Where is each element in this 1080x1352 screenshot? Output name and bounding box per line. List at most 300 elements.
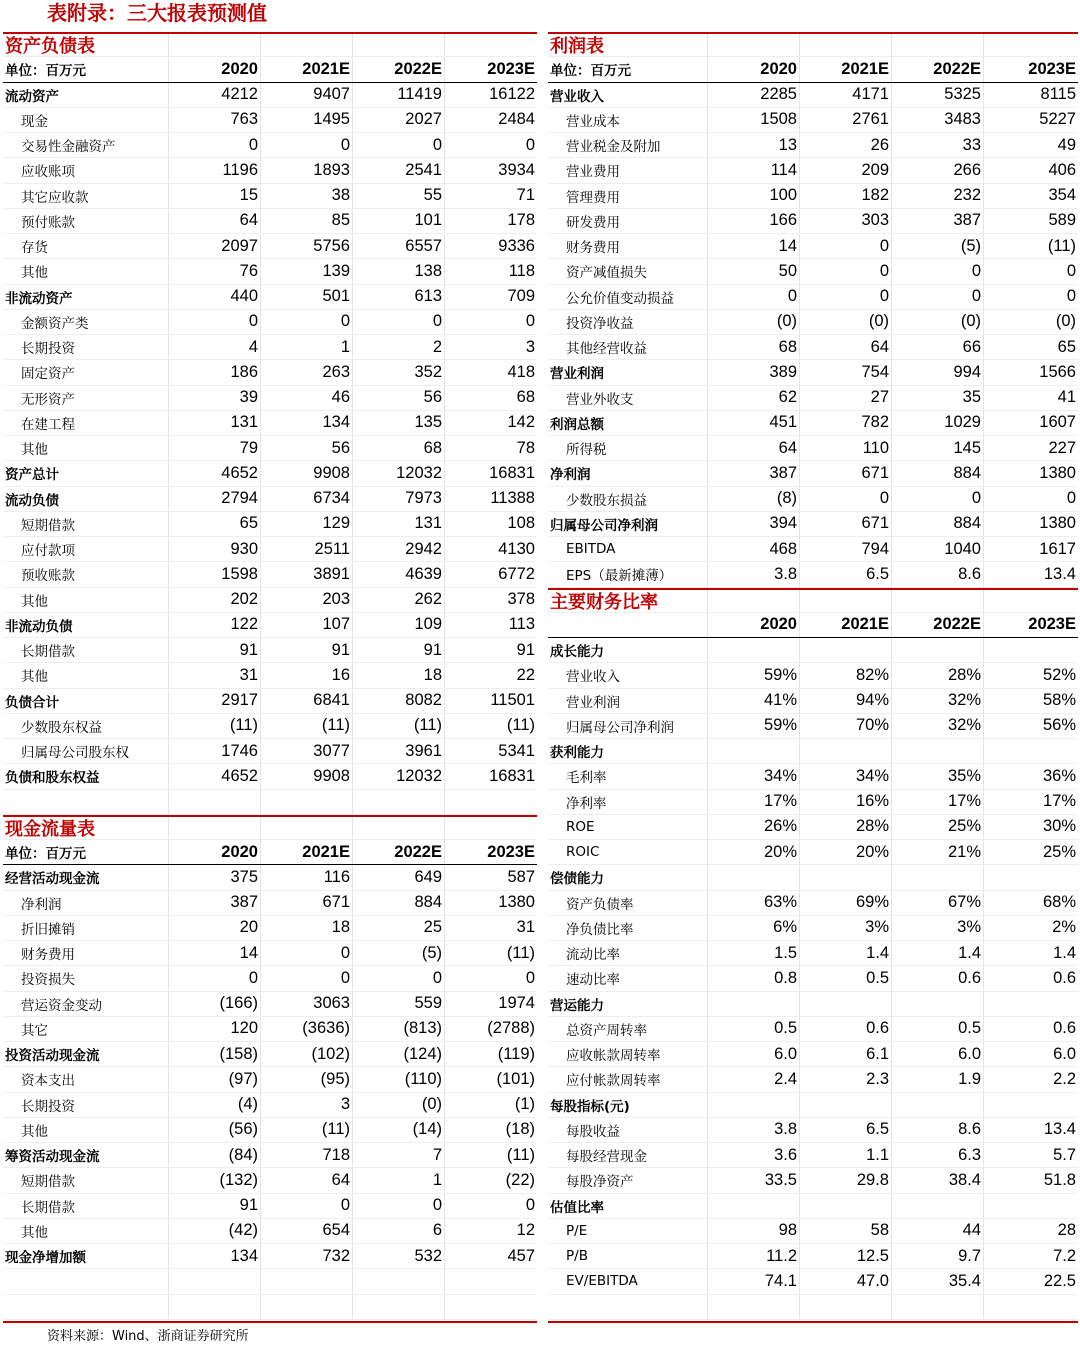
table-row xyxy=(3,562,537,587)
row-value: 0.5 xyxy=(708,1017,800,1041)
row-value: 782 xyxy=(800,411,892,435)
row-value: 0 xyxy=(525,968,535,987)
table-row xyxy=(3,638,537,663)
row-value: 109 xyxy=(353,613,445,637)
row-value: 0.6 xyxy=(1053,968,1076,987)
row-label: 归属母公司股东权 xyxy=(3,739,169,763)
row-label: 营业收入 xyxy=(548,83,708,107)
row-label: 应付款项 xyxy=(3,537,169,561)
row-value: 3% xyxy=(892,916,984,940)
row-value: (102) xyxy=(261,1042,353,1066)
row-label: 财务费用 xyxy=(548,234,708,258)
row-value: 65 xyxy=(169,512,261,536)
row-label: 营业税金及附加 xyxy=(548,133,708,157)
table-row xyxy=(548,1017,1078,1042)
row-value: 6.5 xyxy=(800,1118,892,1142)
table-row xyxy=(3,916,537,941)
row-label: 经营活动现金流 xyxy=(3,865,169,889)
row-label: 其他 xyxy=(3,663,169,687)
row-value: 13.4 xyxy=(1043,1120,1076,1139)
table-row xyxy=(3,411,537,436)
row-value: 2% xyxy=(1052,918,1076,937)
row-value: 6.0 xyxy=(892,1042,984,1066)
row-value: 35% xyxy=(892,764,984,788)
row-value: 6.0 xyxy=(708,1042,800,1066)
row-value: 0.6 xyxy=(800,1017,892,1041)
row-value: 11388 xyxy=(490,489,535,508)
table-row xyxy=(548,1143,1078,1168)
row-value: 91 xyxy=(516,640,535,659)
row-value: 2097 xyxy=(169,234,261,258)
row-value: 29.8 xyxy=(800,1168,892,1192)
row-label: 短期借款 xyxy=(3,512,169,536)
row-value: 7 xyxy=(353,1143,445,1167)
row-label: 存货 xyxy=(3,234,169,258)
row-value: 38.4 xyxy=(892,1168,984,1192)
row-value: (42) xyxy=(169,1219,261,1243)
row-value: 28% xyxy=(892,663,984,687)
group-row xyxy=(548,360,1078,385)
row-value: 131 xyxy=(169,411,261,435)
row-value: 0 xyxy=(169,966,261,990)
year-header: 2020 xyxy=(169,840,261,864)
row-value: 3.8 xyxy=(708,1118,800,1142)
year-header: 2021E xyxy=(800,57,892,81)
row-value: 1.4 xyxy=(892,941,984,965)
table-row xyxy=(3,310,537,335)
empty-cell xyxy=(984,865,1078,889)
table-row xyxy=(3,386,537,411)
row-value: 74.1 xyxy=(708,1269,800,1293)
empty-cell xyxy=(800,1295,892,1319)
empty-cell xyxy=(445,1295,537,1319)
row-value: 3483 xyxy=(892,108,984,132)
row-value: (1) xyxy=(514,1095,535,1114)
table-row xyxy=(3,259,537,284)
row-value: 20 xyxy=(169,916,261,940)
year-header: 2023E xyxy=(487,842,535,861)
row-value: 1.1 xyxy=(800,1143,892,1167)
row-value: 98 xyxy=(708,1219,800,1243)
row-value: (0) xyxy=(353,1093,445,1117)
row-label: 长期借款 xyxy=(3,1194,169,1218)
row-value: 654 xyxy=(261,1219,353,1243)
empty-cell xyxy=(892,739,984,763)
row-value: 203 xyxy=(261,588,353,612)
row-label: 营运资金变动 xyxy=(3,992,169,1016)
row-value: (11) xyxy=(353,714,445,738)
empty-cell xyxy=(445,790,537,814)
row-label: P/B xyxy=(548,1244,708,1268)
row-value: 1196 xyxy=(169,158,261,182)
row-value: 0 xyxy=(353,1194,445,1218)
row-label: 其他 xyxy=(3,1219,169,1243)
table-row xyxy=(548,209,1078,234)
row-value: 2917 xyxy=(169,689,261,713)
row-value: 68% xyxy=(1042,893,1076,912)
row-value: 186 xyxy=(169,360,261,384)
row-value: 1607 xyxy=(1039,413,1076,432)
row-value: 387 xyxy=(708,461,800,485)
row-value: 12032 xyxy=(353,461,445,485)
blank-row xyxy=(548,1295,1078,1320)
row-value: 209 xyxy=(800,158,892,182)
row-value: (56) xyxy=(169,1118,261,1142)
row-label: 应收账项 xyxy=(3,158,169,182)
row-value: 8.6 xyxy=(892,1118,984,1142)
row-label: 净利率 xyxy=(548,790,708,814)
empty-cell xyxy=(984,1295,1078,1319)
empty-cell xyxy=(800,1093,892,1117)
empty-cell xyxy=(708,638,800,662)
group-row xyxy=(3,487,537,512)
row-value: 65 xyxy=(1057,337,1076,356)
row-value: 0.5 xyxy=(800,966,892,990)
row-value: 0 xyxy=(261,1194,353,1218)
row-value: 71 xyxy=(516,186,535,205)
row-value: 0 xyxy=(892,487,984,511)
table-row xyxy=(3,1168,537,1193)
row-value: 2027 xyxy=(353,108,445,132)
row-value: 718 xyxy=(261,1143,353,1167)
row-value: 47.0 xyxy=(800,1269,892,1293)
row-value: 262 xyxy=(353,588,445,612)
table-row xyxy=(548,285,1078,310)
row-label: 应付帐款周转率 xyxy=(548,1067,708,1091)
row-value: (11) xyxy=(506,1145,535,1164)
row-label: 其他 xyxy=(3,1118,169,1142)
table-row xyxy=(548,689,1078,714)
row-label: EBITDA xyxy=(548,537,708,561)
table-row xyxy=(548,386,1078,411)
empty-cell xyxy=(984,992,1078,1016)
row-label: 长期投资 xyxy=(3,335,169,359)
group-row xyxy=(548,411,1078,436)
row-value: 1 xyxy=(353,1168,445,1192)
group-row xyxy=(3,613,537,638)
income-statement-title: 利润表 xyxy=(548,34,708,56)
row-value: 884 xyxy=(892,461,984,485)
row-value: 0 xyxy=(353,966,445,990)
row-value: 66 xyxy=(892,335,984,359)
row-label: ROE xyxy=(548,815,708,839)
row-value: 587 xyxy=(507,867,535,886)
row-value: 17% xyxy=(708,790,800,814)
row-value: 709 xyxy=(507,287,535,306)
row-value: 9336 xyxy=(498,236,535,255)
row-value: 0.6 xyxy=(1053,1019,1076,1038)
row-value: 1380 xyxy=(1039,463,1076,482)
table-row xyxy=(548,1219,1078,1244)
row-label: 应收帐款周转率 xyxy=(548,1042,708,1066)
row-label: 流动比率 xyxy=(548,941,708,965)
income-statement-table xyxy=(548,32,1078,588)
row-value: 6% xyxy=(708,916,800,940)
group-row xyxy=(3,689,537,714)
row-label: 营业收入 xyxy=(548,663,708,687)
row-label: 营业费用 xyxy=(548,158,708,182)
table-row xyxy=(548,941,1078,966)
row-value: 994 xyxy=(892,360,984,384)
row-label: 毛利率 xyxy=(548,764,708,788)
table-row xyxy=(548,1067,1078,1092)
empty-cell xyxy=(892,1194,984,1218)
year-header: 2020 xyxy=(708,613,800,637)
row-value: 0 xyxy=(261,310,353,334)
row-value: 12 xyxy=(516,1221,535,1240)
row-label: 投资活动现金流 xyxy=(3,1042,169,1066)
table-row xyxy=(3,1194,537,1219)
row-value: 120 xyxy=(169,1017,261,1041)
row-value: 930 xyxy=(169,537,261,561)
row-value: 59% xyxy=(708,663,800,687)
row-value: 139 xyxy=(261,259,353,283)
row-label: 其它应收款 xyxy=(3,184,169,208)
empty-cell xyxy=(708,590,800,612)
row-value: 134 xyxy=(169,1244,261,1268)
row-value: 182 xyxy=(800,184,892,208)
empty-cell xyxy=(800,992,892,1016)
row-value: 52% xyxy=(1042,665,1076,684)
row-value: 5.7 xyxy=(1053,1145,1076,1164)
cash-flow-title: 现金流量表 xyxy=(3,817,169,839)
row-value: 15 xyxy=(169,184,261,208)
row-value: 4652 xyxy=(169,764,261,788)
row-value: (11) xyxy=(261,714,353,738)
row-value: 1040 xyxy=(892,537,984,561)
row-value: 227 xyxy=(1048,438,1076,457)
row-value: 3 xyxy=(261,1093,353,1117)
row-value: 101 xyxy=(353,209,445,233)
empty-cell xyxy=(445,34,537,56)
row-label: 其他 xyxy=(3,436,169,460)
empty-cell xyxy=(261,1269,353,1293)
row-value: 82% xyxy=(800,663,892,687)
row-value: 68 xyxy=(353,436,445,460)
row-value: 1974 xyxy=(498,994,535,1013)
row-label: 营业利润 xyxy=(548,689,708,713)
section-title-row xyxy=(3,32,537,57)
row-value: 2285 xyxy=(708,83,800,107)
table-row xyxy=(3,966,537,991)
row-value: 28 xyxy=(1057,1221,1076,1240)
row-value: (2788) xyxy=(487,1019,535,1038)
row-value: 3 xyxy=(525,337,535,356)
unit-label: 单位：百万元 xyxy=(3,840,169,864)
table-row xyxy=(3,1219,537,1244)
row-value: 0 xyxy=(261,133,353,157)
row-value: (11) xyxy=(506,943,535,962)
unit-label: 单位：百万元 xyxy=(3,57,169,81)
row-value: 31 xyxy=(169,663,261,687)
year-header: 2022E xyxy=(353,57,445,81)
row-value: 1598 xyxy=(169,562,261,586)
row-value: 129 xyxy=(261,512,353,536)
row-value: 28% xyxy=(800,815,892,839)
row-value: 0 xyxy=(892,285,984,309)
row-value: (84) xyxy=(169,1143,261,1167)
row-label: 其他 xyxy=(3,588,169,612)
row-value: 4 xyxy=(169,335,261,359)
row-value: 113 xyxy=(508,615,535,634)
empty-cell xyxy=(353,1269,445,1293)
row-value: 0.5 xyxy=(892,1017,984,1041)
row-value: 4130 xyxy=(498,539,535,558)
table-row xyxy=(3,1017,537,1042)
row-value: (124) xyxy=(353,1042,445,1066)
row-label: 金额资产类 xyxy=(3,310,169,334)
row-value: 4652 xyxy=(169,461,261,485)
empty-cell xyxy=(708,865,800,889)
row-value: 78 xyxy=(516,438,535,457)
row-label: 现金净增加额 xyxy=(3,1244,169,1268)
row-value: 671 xyxy=(800,461,892,485)
row-value: 122 xyxy=(169,613,261,637)
table-row xyxy=(3,335,537,360)
group-row xyxy=(548,512,1078,537)
row-value: 58% xyxy=(1042,691,1076,710)
row-value: 38 xyxy=(261,184,353,208)
empty-cell xyxy=(261,34,353,56)
row-value: (4) xyxy=(169,1093,261,1117)
row-value: 1566 xyxy=(1039,362,1076,381)
empty-cell xyxy=(353,1295,445,1319)
row-value: 2.3 xyxy=(800,1067,892,1091)
bottom-rule xyxy=(548,1321,1078,1323)
left-column xyxy=(3,32,537,1320)
empty-cell xyxy=(708,1194,800,1218)
empty-cell xyxy=(548,1295,708,1319)
row-label: 净利润 xyxy=(548,461,708,485)
table-row xyxy=(548,562,1078,587)
row-value: 34% xyxy=(708,764,800,788)
row-value: 44 xyxy=(892,1219,984,1243)
table-row xyxy=(548,108,1078,133)
group-row xyxy=(3,865,537,890)
row-value: 0 xyxy=(708,285,800,309)
unit-label: 单位：百万元 xyxy=(548,57,708,81)
row-value: 5756 xyxy=(261,234,353,258)
group-row xyxy=(3,1042,537,1067)
row-value: 62 xyxy=(708,386,800,410)
year-header: 2022E xyxy=(353,840,445,864)
group-row xyxy=(548,638,1078,663)
row-value: 36% xyxy=(1042,766,1076,785)
blank-row xyxy=(3,1269,537,1294)
empty-cell xyxy=(708,1295,800,1319)
row-label: 财务费用 xyxy=(3,941,169,965)
row-value: (8) xyxy=(708,487,800,511)
section-title-row xyxy=(3,815,537,840)
table-row xyxy=(548,891,1078,916)
group-row xyxy=(548,83,1078,108)
year-header: 2023E xyxy=(1028,59,1076,78)
table-row xyxy=(3,234,537,259)
row-value: 6734 xyxy=(261,487,353,511)
empty-cell xyxy=(548,613,708,637)
row-value: 33 xyxy=(892,133,984,157)
row-label: 投资净收益 xyxy=(548,310,708,334)
row-value: 884 xyxy=(892,512,984,536)
empty-cell xyxy=(800,34,892,56)
empty-cell xyxy=(353,817,445,839)
row-value: 9.7 xyxy=(892,1244,984,1268)
empty-cell xyxy=(353,790,445,814)
table-body xyxy=(548,638,1078,1295)
table-body xyxy=(3,865,537,1269)
row-value: 0 xyxy=(525,312,535,331)
row-value: 559 xyxy=(353,992,445,1016)
empty-cell xyxy=(800,638,892,662)
row-value: 11501 xyxy=(490,691,535,710)
row-label: 预收账款 xyxy=(3,562,169,586)
row-value: 501 xyxy=(261,285,353,309)
row-value: 64 xyxy=(708,436,800,460)
row-value: 6.1 xyxy=(800,1042,892,1066)
row-value: 0 xyxy=(169,133,261,157)
year-header: 2021E xyxy=(800,613,892,637)
row-value: 17% xyxy=(1042,792,1076,811)
table-row xyxy=(548,537,1078,562)
row-value: (166) xyxy=(169,992,261,1016)
row-label: 获利能力 xyxy=(548,739,708,763)
row-value: 0 xyxy=(525,1196,535,1215)
row-value: 1893 xyxy=(261,158,353,182)
table-row xyxy=(3,891,537,916)
row-value: 25% xyxy=(1042,842,1076,861)
row-value: 20% xyxy=(708,840,800,864)
year-header: 2020 xyxy=(169,57,261,81)
row-value: 35.4 xyxy=(892,1269,984,1293)
row-value: (11) xyxy=(169,714,261,738)
row-value: 2.4 xyxy=(708,1067,800,1091)
row-value: 1.5 xyxy=(708,941,800,965)
row-value: 9908 xyxy=(261,461,353,485)
row-label: 资产负债率 xyxy=(548,891,708,915)
table-row xyxy=(548,1118,1078,1143)
row-label: 其它 xyxy=(3,1017,169,1041)
row-value: (18) xyxy=(505,1120,535,1139)
table-row xyxy=(3,209,537,234)
row-value: 754 xyxy=(800,360,892,384)
row-value: 8115 xyxy=(1040,85,1076,104)
row-label: 每股指标(元) xyxy=(548,1093,708,1117)
empty-cell xyxy=(261,817,353,839)
source-note: 资料来源：Wind、浙商证券研究所 xyxy=(47,1329,249,1344)
row-label: 每股净资产 xyxy=(548,1168,708,1192)
table-row xyxy=(548,916,1078,941)
row-value: 378 xyxy=(507,590,535,609)
row-label: 少数股东损益 xyxy=(548,487,708,511)
row-value: 6.3 xyxy=(892,1143,984,1167)
row-value: 41 xyxy=(1057,388,1076,407)
row-value: 64 xyxy=(169,209,261,233)
row-value: 32% xyxy=(892,689,984,713)
row-value: (158) xyxy=(169,1042,261,1066)
row-value: 2 xyxy=(353,335,445,359)
cash-flow-table xyxy=(3,815,537,1270)
row-label: 其他经营收益 xyxy=(548,335,708,359)
empty-cell xyxy=(984,34,1078,56)
row-value: 32% xyxy=(892,714,984,738)
row-value: (22) xyxy=(505,1170,535,1189)
row-value: 63% xyxy=(708,891,800,915)
row-value: 4212 xyxy=(169,83,261,107)
table-row xyxy=(3,512,537,537)
row-value: 2.2 xyxy=(1053,1069,1076,1088)
row-label: 营业成本 xyxy=(548,108,708,132)
table-row xyxy=(3,436,537,461)
